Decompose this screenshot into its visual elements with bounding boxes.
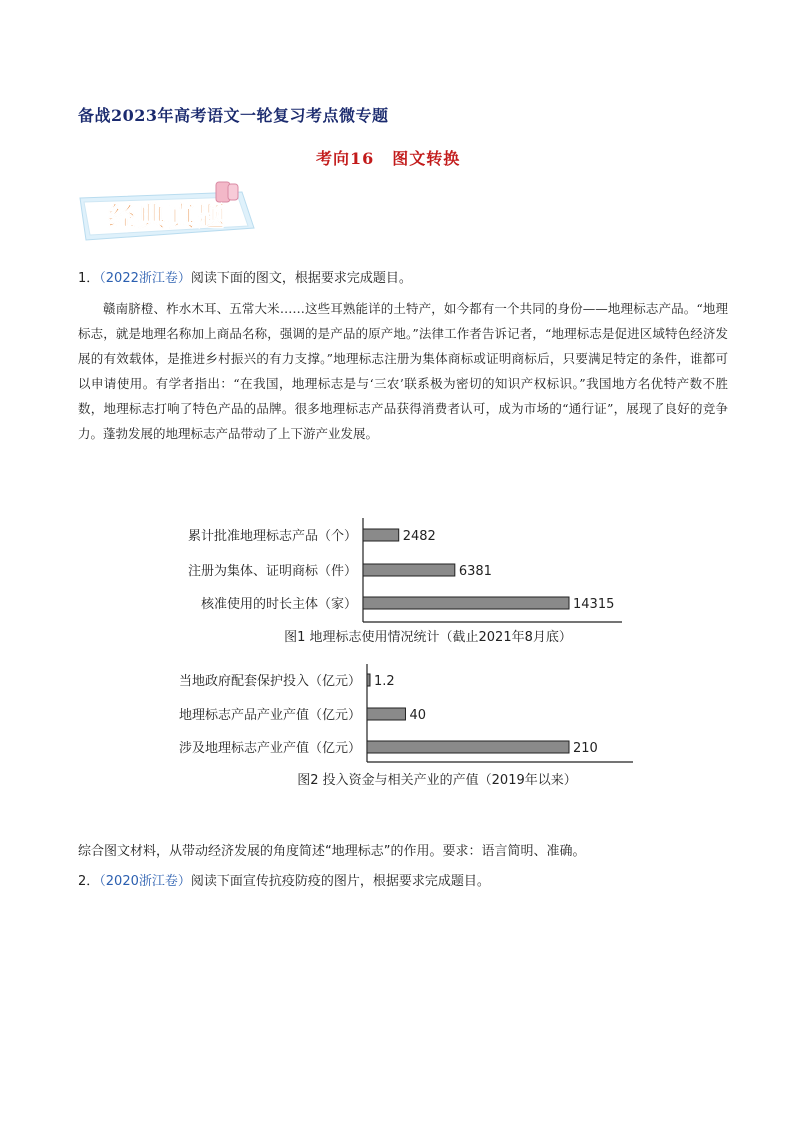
chart-title: 图2 投入资金与相关产业的产值（2019年以来） xyxy=(297,773,577,788)
question-text: 阅读下面的图文，根据要求完成题目。 xyxy=(190,271,412,286)
topic-number: 考向16 xyxy=(316,149,375,168)
chart-2 xyxy=(179,664,633,788)
question-1-prompt: 综合图文材料，从带动经济发展的角度简述“地理标志”的作用。要求：语言简明、准确。 xyxy=(78,844,586,859)
question-2 xyxy=(78,872,728,892)
question-source: （2020浙江卷） xyxy=(99,874,191,889)
series-title: 备战2023年高考语文一轮复习考点微专题 xyxy=(78,106,389,125)
category-label: 当地政府配套保护投入（亿元） xyxy=(178,674,361,689)
topic-name: 图文转换 xyxy=(392,149,461,168)
reading-passage: 赣南脐橙、柞水木耳、五常大米……这些耳熟能详的土特产，如今都有一个共同的身份——地理标志产品。“地理标志，就是地理名称加上商品名称，强调的是产品的原产地。”法律工作者告诉记者，“地理标志是促进区域特色经济发展的有效载体，是推进乡村振兴的有力支撑。”地理标志注册为集体商标或证明商标后，只要满足特定的条件，谁都可以申请使用。有学者指出：“在我国，地理标志是与‘三农’联系极为密切的知识产权标识。”我国地方名优特产数不胜数，地理标志打响了特色产品的品牌。很多地理标志产品获得消费者认可，成为市场的“通行证”，展现了良好的竞争力。蓬勃发展的地理标志产品带动了上下游产业发展。 xyxy=(78,301,728,441)
bar xyxy=(367,674,370,686)
question-number: 1． xyxy=(78,271,100,286)
question-source: （2022浙江卷） xyxy=(99,271,191,286)
value-label: 14315 xyxy=(573,597,615,612)
bar xyxy=(363,564,455,576)
bar xyxy=(363,597,569,609)
category-label: 累计批准地理标志产品（个） xyxy=(187,529,357,544)
chart-1 xyxy=(188,518,622,645)
value-label: 6381 xyxy=(458,564,492,579)
category-label: 核准使用的时长主体（家） xyxy=(200,597,357,612)
banner-text: 经典真题 xyxy=(108,202,228,233)
value-label: 210 xyxy=(573,741,598,756)
bar xyxy=(367,708,405,720)
question-text: 阅读下面宣传抗疫防疫的图片，根据要求完成题目。 xyxy=(190,874,490,889)
question-number: 2． xyxy=(78,874,100,889)
value-label: 2482 xyxy=(402,529,436,544)
category-label: 涉及地理标志产业产值（亿元） xyxy=(178,741,361,756)
bar xyxy=(367,741,569,753)
value-label: 40 xyxy=(409,708,427,723)
bar xyxy=(363,529,399,541)
chart-title: 图1 地理标志使用情况统计（截止2021年8月底） xyxy=(284,630,572,645)
category-label: 地理标志产品产业产值（亿元） xyxy=(178,708,361,723)
value-label: 1.2 xyxy=(374,674,395,689)
category-label: 注册为集体、证明商标（件） xyxy=(187,564,357,579)
